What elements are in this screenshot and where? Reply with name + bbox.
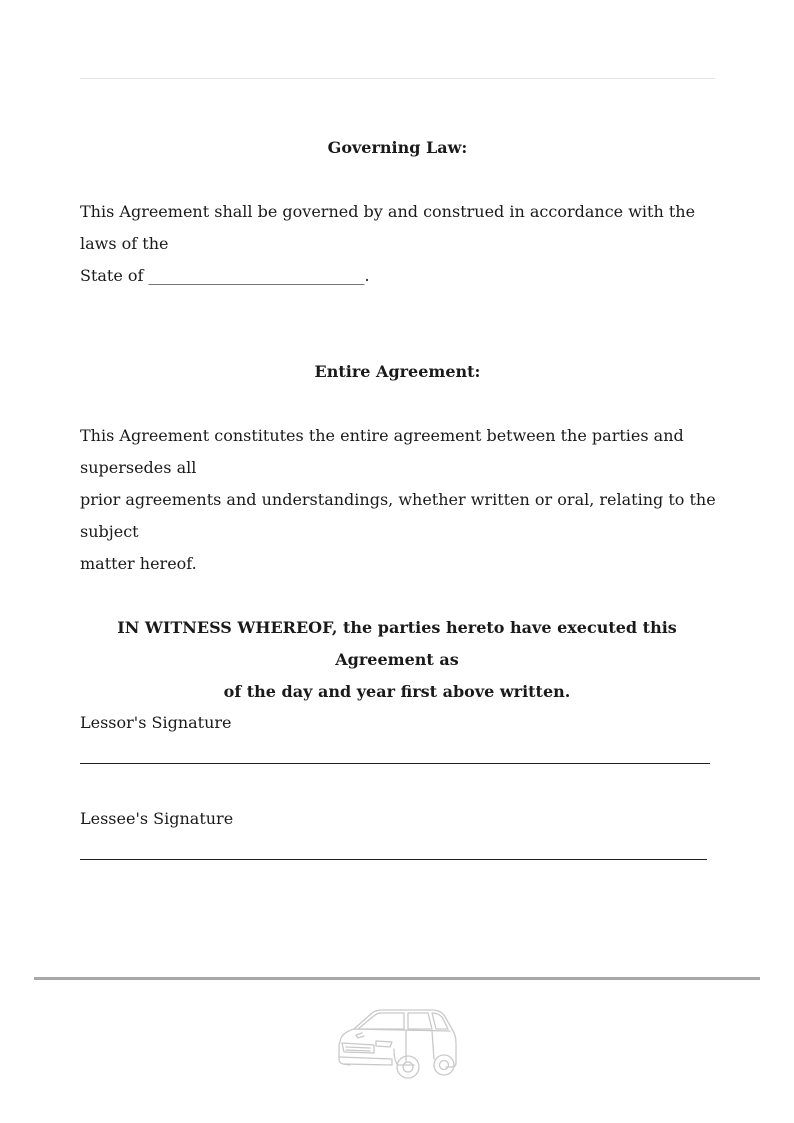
header-divider — [80, 78, 715, 79]
witness-line-1: IN WITNESS WHEREOF, the parties hereto have executed this Agreement as — [117, 618, 677, 669]
governing-law-heading: Governing Law: — [327, 138, 468, 157]
lessee-signature-label: Lessee's Signature — [80, 809, 234, 828]
governing-law-line-1: This Agreement shall be governed by and construed in accordance with the laws of the — [80, 202, 696, 253]
car-icon — [332, 1005, 462, 1081]
entire-agreement-heading: Entire Agreement: — [314, 362, 481, 381]
entire-agreement-line-3: matter hereof. — [80, 554, 197, 573]
witness-statement — [70, 612, 724, 708]
entire-agreement-line-1: This Agreement constitutes the entire agreement between the parties and supersedes all — [80, 426, 684, 477]
lessor-signature-line[interactable] — [80, 763, 710, 764]
governing-law-paragraph — [80, 196, 720, 292]
governing-law-line-2: State of ___________________________. — [80, 266, 370, 285]
footer-divider — [34, 977, 760, 980]
entire-agreement-paragraph — [80, 420, 720, 580]
witness-line-2: of the day and year first above written. — [223, 682, 571, 701]
entire-agreement-line-2: prior agreements and understandings, whether written or oral, relating to the subject — [80, 490, 716, 541]
lessor-signature-label: Lessor's Signature — [80, 713, 232, 732]
lessee-signature-line[interactable] — [80, 859, 707, 860]
